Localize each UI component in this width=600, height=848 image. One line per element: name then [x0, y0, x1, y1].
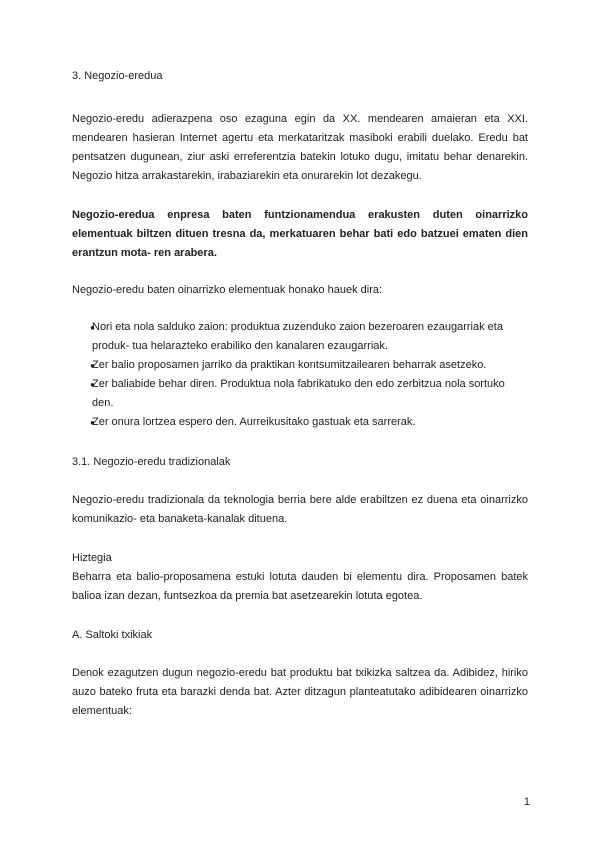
definition-paragraph: Negozio-eredua enpresa baten funtzionamendua erakusten duten oinarrizko elementuak biltzen dituen tresna da, merkatuaren behar bati edo batzuei ematen dien erantzun mota- ren arabera.: [72, 209, 528, 259]
list-item: [72, 318, 528, 356]
shops-heading: A. Saltoki txikiak: [72, 629, 153, 641]
subsection-paragraph: Negozio-eredu tradizionala da teknologia berria bere alde erabiltzen ez duena eta oinarrizko komunikazio- eta banaketa-kanalak dituena.: [72, 494, 528, 525]
list-item-text: ● Nori eta nola salduko zaion: produktua zuzenduko zaion bezeroaren ezaugarriak eta produk- tua helarazteko erabiliko den kanalaren ezaugarriak.: [92, 321, 503, 352]
shops-paragraph: Denok ezagutzen dugun negozio-eredu bat produktu bat txikizka saltzea da. Adibidez, hiriko auzo bateko fruta eta barazki denda bat. Azter ditzagun planteatutako adibidearen oinarrizko elementuak:: [72, 667, 528, 717]
glossary-title: Hiztegia: [72, 552, 112, 564]
list-item-text: ● Zer baliabide behar diren. Produktua nola fabrikatuko den edo zerbitzua nola sortuko den.: [92, 378, 505, 409]
glossary-paragraph: Beharra eta balio-proposamena estuki lotuta dauden bi elementu dira. Proposamen batek balioa izan dezan, funtsezkoa da premia bat asetzearekin lotuta egotea.: [72, 571, 528, 602]
page-number: 1: [523, 796, 530, 808]
elements-intro: Negozio-eredu baten oinarrizko elementuak honako hauek dira:: [72, 284, 383, 296]
intro-paragraph: Negozio-eredu adierazpena oso ezaguna egin da XX. mendearen amaieran eta XXI. mendearen hasieran Internet agertu eta merkataritzak masiboki erabili duelako. Eredu bat pentsatzen dugunean, ziur aski erreferentzia batekin lotuko dugu, imitatu behar denarekin. Negozio hitza arrakastarekin, irabaziarekin eta onurarekin lot dezakegu.: [72, 113, 528, 182]
list-item: [72, 356, 528, 375]
list-item: [72, 375, 528, 413]
list-item-text: ● Zer onura lortzea espero den. Aurreikusitako gastuak eta sarrerak.: [92, 416, 416, 428]
elements-list: [72, 318, 528, 432]
section-heading: 3. Negozio-eredua: [72, 70, 163, 82]
list-item: [72, 413, 528, 432]
list-item-text: ● Zer balio proposamen jarriko da praktikan kontsumitzailearen beharrak asetzeko.: [92, 359, 487, 371]
subsection-heading: 3.1. Negozio-eredu tradizionalak: [72, 456, 231, 468]
